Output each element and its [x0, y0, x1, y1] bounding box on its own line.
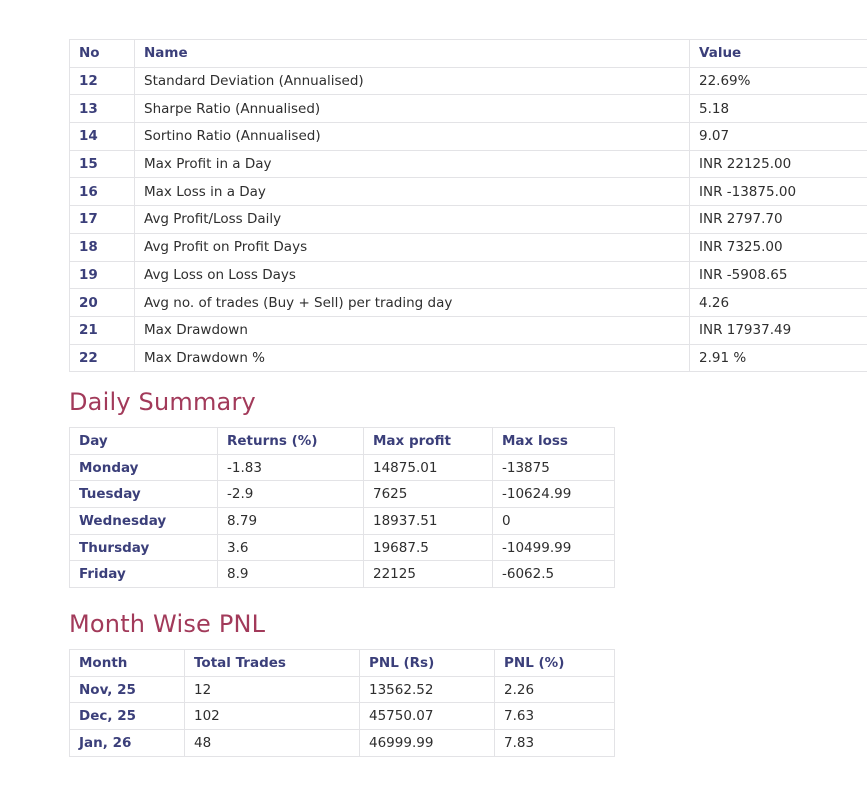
- table-header-row: [70, 40, 867, 68]
- pnl-pct-cell: 7.83: [495, 730, 615, 757]
- column-header-pnl-rs: PNL (Rs): [360, 650, 495, 677]
- returns-cell: 8.79: [218, 508, 364, 535]
- metric-value: 4.26: [690, 289, 867, 317]
- table-row: [70, 730, 615, 757]
- max-loss-cell: 0: [493, 508, 615, 535]
- table-row: [70, 534, 615, 561]
- column-header-value: Value: [690, 40, 867, 68]
- total-trades-cell: 102: [185, 703, 360, 730]
- pnl-rs-cell: 13562.52: [360, 676, 495, 703]
- returns-cell: 3.6: [218, 534, 364, 561]
- metric-value: INR 22125.00: [690, 150, 867, 178]
- metric-value: INR 17937.49: [690, 316, 867, 344]
- max-profit-cell: 22125: [364, 561, 493, 588]
- max-loss-cell: -10624.99: [493, 481, 615, 508]
- metric-value: 5.18: [690, 95, 867, 123]
- daily-summary-title: Daily Summary: [69, 388, 256, 416]
- table-row: [70, 508, 615, 535]
- month-cell: Nov, 25: [70, 676, 185, 703]
- pnl-rs-cell: 46999.99: [360, 730, 495, 757]
- row-number: 17: [70, 206, 135, 234]
- month-cell: Jan, 26: [70, 730, 185, 757]
- metric-name: Standard Deviation (Annualised): [135, 67, 690, 95]
- pnl-pct-cell: 2.26: [495, 676, 615, 703]
- table-row: [70, 206, 867, 234]
- table-row: [70, 344, 867, 372]
- total-trades-cell: 48: [185, 730, 360, 757]
- metric-name: Avg Loss on Loss Days: [135, 261, 690, 289]
- metric-name: Max Profit in a Day: [135, 150, 690, 178]
- row-number: 13: [70, 95, 135, 123]
- metric-value: INR 7325.00: [690, 233, 867, 261]
- table-row: [70, 95, 867, 123]
- table-header-row: [70, 428, 615, 455]
- metric-name: Max Drawdown %: [135, 344, 690, 372]
- table-row: [70, 67, 867, 95]
- pnl-rs-cell: 45750.07: [360, 703, 495, 730]
- pnl-pct-cell: 7.63: [495, 703, 615, 730]
- returns-cell: -2.9: [218, 481, 364, 508]
- metric-name: Avg Profit/Loss Daily: [135, 206, 690, 234]
- metric-value: INR 2797.70: [690, 206, 867, 234]
- row-number: 15: [70, 150, 135, 178]
- metric-value: INR -13875.00: [690, 178, 867, 206]
- day-cell: Friday: [70, 561, 218, 588]
- metric-name: Max Drawdown: [135, 316, 690, 344]
- metric-name: Sharpe Ratio (Annualised): [135, 95, 690, 123]
- max-loss-cell: -13875: [493, 454, 615, 481]
- total-trades-cell: 12: [185, 676, 360, 703]
- table-row: [70, 123, 867, 151]
- column-header-month: Month: [70, 650, 185, 677]
- table-row: [70, 233, 867, 261]
- month-wise-pnl-title: Month Wise PNL: [69, 610, 266, 638]
- max-profit-cell: 7625: [364, 481, 493, 508]
- column-header-pnl-pct: PNL (%): [495, 650, 615, 677]
- column-header-no: No: [70, 40, 135, 68]
- table-row: [70, 316, 867, 344]
- day-cell: Thursday: [70, 534, 218, 561]
- day-cell: Tuesday: [70, 481, 218, 508]
- returns-cell: 8.9: [218, 561, 364, 588]
- metric-name: Max Loss in a Day: [135, 178, 690, 206]
- table-row: [70, 561, 615, 588]
- returns-cell: -1.83: [218, 454, 364, 481]
- row-number: 21: [70, 316, 135, 344]
- metric-name: Avg no. of trades (Buy + Sell) per trading day: [135, 289, 690, 317]
- metric-value: 9.07: [690, 123, 867, 151]
- metric-value: INR -5908.65: [690, 261, 867, 289]
- day-cell: Monday: [70, 454, 218, 481]
- table-row: [70, 454, 615, 481]
- metric-name: Sortino Ratio (Annualised): [135, 123, 690, 151]
- table-header-row: [70, 650, 615, 677]
- statistics-table: [69, 39, 867, 372]
- table-row: [70, 150, 867, 178]
- row-number: 14: [70, 123, 135, 151]
- column-header-returns: Returns (%): [218, 428, 364, 455]
- metric-value: 2.91 %: [690, 344, 867, 372]
- table-row: [70, 676, 615, 703]
- table-row: [70, 289, 867, 317]
- daily-summary-table: [69, 427, 615, 588]
- day-cell: Wednesday: [70, 508, 218, 535]
- table-row: [70, 261, 867, 289]
- column-header-name: Name: [135, 40, 690, 68]
- month-cell: Dec, 25: [70, 703, 185, 730]
- row-number: 22: [70, 344, 135, 372]
- column-header-total-trades: Total Trades: [185, 650, 360, 677]
- max-profit-cell: 19687.5: [364, 534, 493, 561]
- row-number: 20: [70, 289, 135, 317]
- month-wise-pnl-table: [69, 649, 615, 757]
- row-number: 12: [70, 67, 135, 95]
- metric-value: 22.69%: [690, 67, 867, 95]
- max-profit-cell: 18937.51: [364, 508, 493, 535]
- max-loss-cell: -6062.5: [493, 561, 615, 588]
- table-row: [70, 481, 615, 508]
- table-row: [70, 703, 615, 730]
- column-header-day: Day: [70, 428, 218, 455]
- column-header-max-profit: Max profit: [364, 428, 493, 455]
- row-number: 16: [70, 178, 135, 206]
- row-number: 19: [70, 261, 135, 289]
- max-profit-cell: 14875.01: [364, 454, 493, 481]
- table-row: [70, 178, 867, 206]
- metric-name: Avg Profit on Profit Days: [135, 233, 690, 261]
- row-number: 18: [70, 233, 135, 261]
- column-header-max-loss: Max loss: [493, 428, 615, 455]
- max-loss-cell: -10499.99: [493, 534, 615, 561]
